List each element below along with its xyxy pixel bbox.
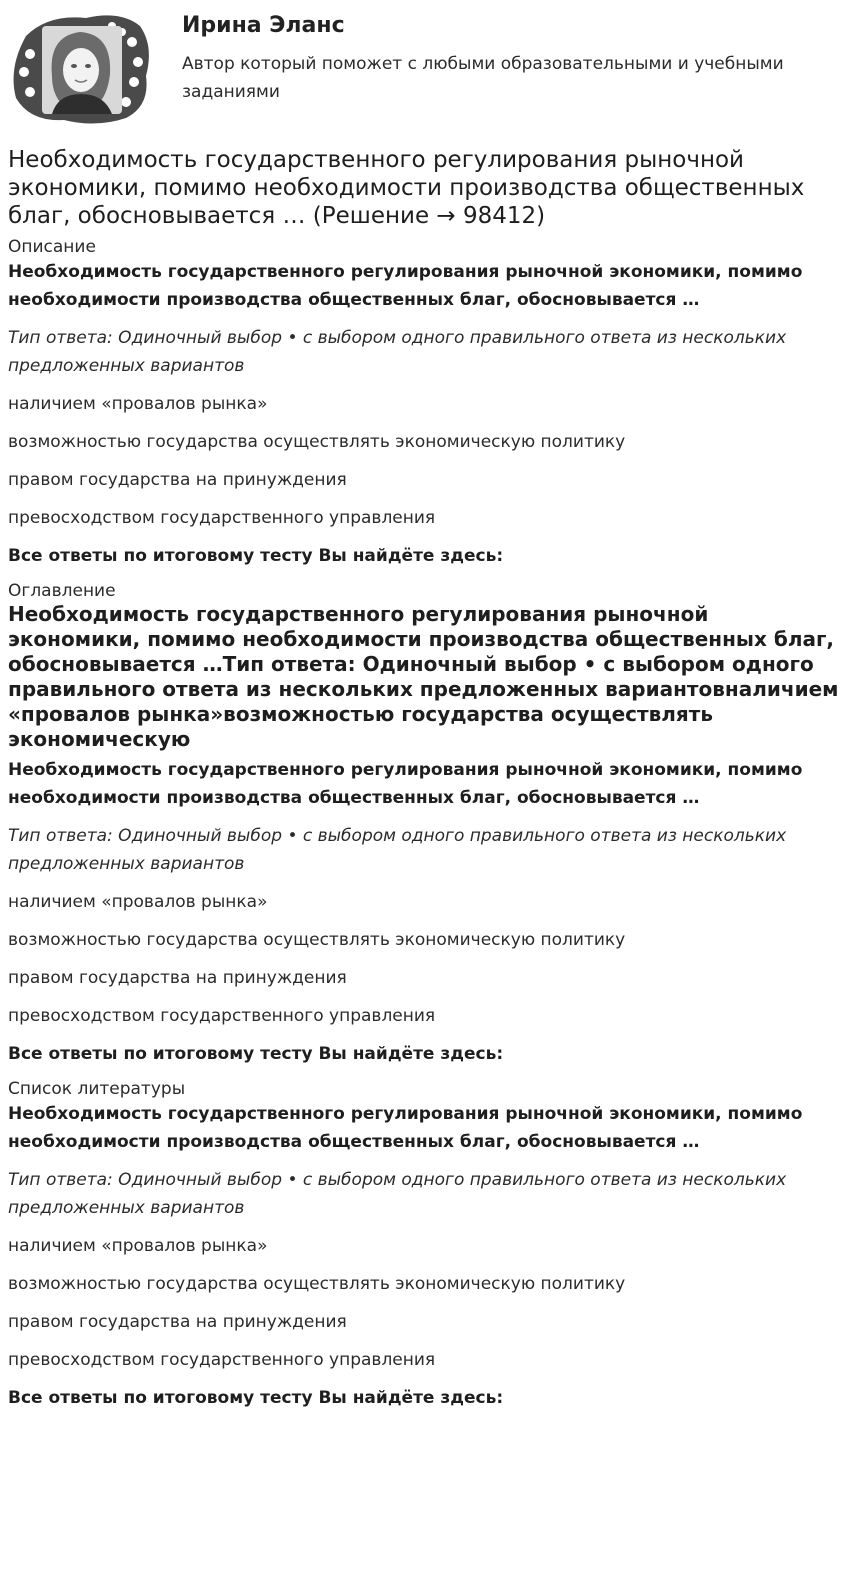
- author-card: [8, 6, 839, 126]
- section-label-bibliography: Список литературы: [8, 1079, 186, 1099]
- answer-type: Тип ответа: Одиночный выбор • с выбором одного правильного ответа из нескольких предложенных вариантов: [8, 826, 787, 874]
- answer-option: возможностью государства осуществлять экономическую политику: [8, 1274, 626, 1294]
- all-answers-link[interactable]: Все ответы по итоговому тесту Вы найдёте здесь:: [8, 546, 504, 566]
- answer-option: правом государства на принуждения: [8, 470, 347, 490]
- author-name[interactable]: Ирина Эланс: [182, 13, 345, 38]
- answer-option: превосходством государственного управления: [8, 1350, 436, 1370]
- answer-option: возможностью государства осуществлять экономическую политику: [8, 930, 626, 950]
- answer-option: наличием «провалов рынка»: [8, 1236, 268, 1256]
- description-section: [8, 236, 839, 570]
- all-answers-link[interactable]: Все ответы по итоговому тесту Вы найдёте здесь:: [8, 1388, 504, 1408]
- bibliography-section: [8, 1078, 839, 1412]
- toc-section: [8, 580, 839, 1068]
- author-avatar: [8, 6, 154, 126]
- answer-option: наличием «провалов рынка»: [8, 394, 268, 414]
- section-label-description: Описание: [8, 237, 96, 257]
- section-label-toc: Оглавление: [8, 581, 116, 601]
- answer-option: возможностью государства осуществлять экономическую политику: [8, 432, 626, 452]
- answer-option: наличием «провалов рынка»: [8, 892, 268, 912]
- answer-type: Тип ответа: Одиночный выбор • с выбором одного правильного ответа из нескольких предложенных вариантов: [8, 328, 787, 376]
- answer-type: Тип ответа: Одиночный выбор • с выбором одного правильного ответа из нескольких предложенных вариантов: [8, 1170, 787, 1218]
- question-text: Необходимость государственного регулирования рыночной экономики, помимо необходимости производства общественных благ, обосновывается …: [8, 262, 803, 310]
- toc-heading: Необходимость государственного регулирования рыночной экономики, помимо необходимости производства общественных благ, обосновывается …Тип ответа: Одиночный выбор • с выбором одного правильного ответа из нескольких предложенных вариантовналичием «провалов рынка»возможностью государства осуществлять экономическую: [8, 602, 839, 751]
- author-description: Автор который поможет с любыми образовательными и учебными заданиями: [182, 54, 784, 102]
- page-title: Необходимость государственного регулирования рыночной экономики, помимо необходимости производства общественных благ, обосновывается … (Решение → 98412): [8, 147, 805, 229]
- main-content: [8, 146, 839, 1412]
- question-text: Необходимость государственного регулирования рыночной экономики, помимо необходимости производства общественных благ, обосновывается …: [8, 1104, 803, 1152]
- answer-option: превосходством государственного управления: [8, 1006, 436, 1026]
- answer-option: превосходством государственного управления: [8, 508, 436, 528]
- all-answers-link[interactable]: Все ответы по итоговому тесту Вы найдёте здесь:: [8, 1044, 504, 1064]
- answer-option: правом государства на принуждения: [8, 1312, 347, 1332]
- answer-option: правом государства на принуждения: [8, 968, 347, 988]
- question-text: Необходимость государственного регулирования рыночной экономики, помимо необходимости производства общественных благ, обосновывается …: [8, 760, 803, 808]
